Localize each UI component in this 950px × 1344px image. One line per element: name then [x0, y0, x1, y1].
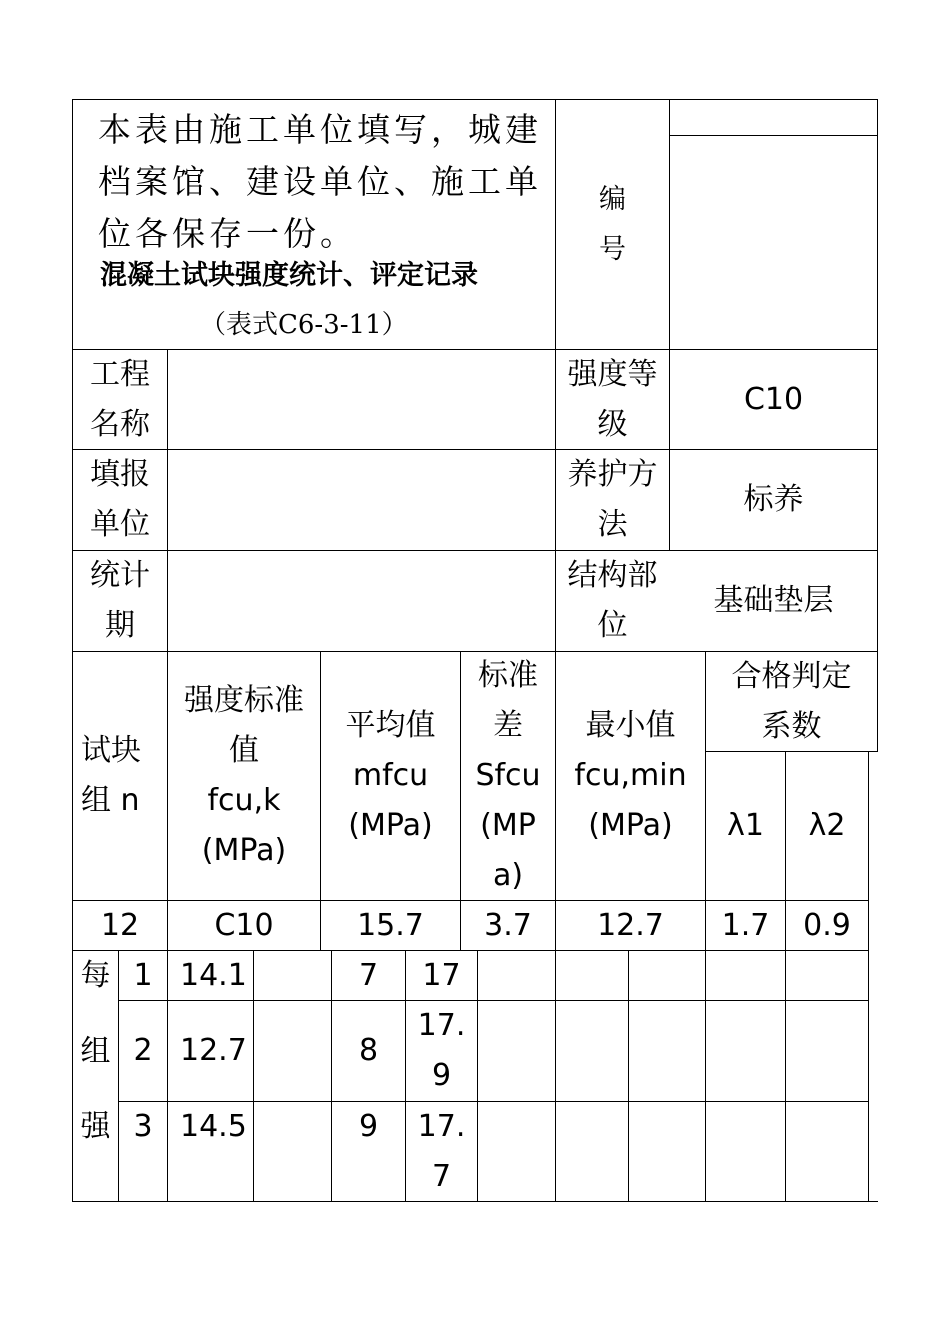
- group-7-index: 7: [358, 957, 379, 993]
- lambda1-value[interactable]: 1.7: [721, 907, 770, 943]
- reporting-unit-value[interactable]: [168, 450, 555, 550]
- table-right-border-bottom: [868, 751, 869, 1202]
- number-value[interactable]: [670, 136, 877, 349]
- header-note: 本表由施工单位填写，城建档案馆、建设单位、施工单位各保存一份。: [98, 110, 542, 253]
- period-label: 统计 期: [90, 558, 150, 643]
- period-value[interactable]: [168, 551, 555, 651]
- strength-grade-value[interactable]: C10: [743, 381, 804, 417]
- group-3-value[interactable]: 14.5: [180, 1109, 247, 1144]
- table-right-border-top: [877, 99, 878, 751]
- lambda1-header: λ1: [727, 808, 764, 843]
- group-side-label-3: 强: [80, 1109, 111, 1144]
- reporting-unit-label: 填报 单位: [90, 457, 150, 542]
- sfcu-value[interactable]: 3.7: [484, 907, 532, 943]
- fcumin-value[interactable]: 12.7: [597, 907, 664, 943]
- group-2-value[interactable]: 12.7: [180, 1033, 247, 1068]
- fcuk-value[interactable]: C10: [214, 907, 274, 943]
- project-name-value[interactable]: [168, 350, 555, 449]
- project-name-label: 工程 名称: [90, 356, 150, 442]
- strength-grade-label: 强度等 级: [567, 356, 658, 442]
- group-9-value[interactable]: 17. 7: [417, 1108, 466, 1194]
- lambda2-header: λ2: [808, 808, 846, 843]
- group-3-index: 3: [133, 1109, 153, 1144]
- group-8-value[interactable]: 17. 9: [417, 1008, 466, 1093]
- group-7-value[interactable]: 17: [422, 957, 461, 993]
- form-code: （表式C6-3-11）: [200, 310, 408, 340]
- group-1-value[interactable]: 14.1: [180, 957, 247, 993]
- fcumin-header: 最小值 fcu,min (MPa): [574, 708, 687, 843]
- group-9-index: 9: [358, 1109, 379, 1144]
- group-side-label-1: 每: [80, 958, 111, 993]
- group-1-index: 1: [133, 957, 153, 993]
- structure-part-value[interactable]: 基础垫层: [713, 583, 834, 618]
- form-title: 混凝土试块强度统计、评定记录: [100, 260, 478, 291]
- curing-method-value[interactable]: 标养: [743, 482, 804, 517]
- fcuk-header: 强度标准 值 fcu,k (MPa): [184, 683, 304, 868]
- n-header: 试块 组 n: [81, 733, 141, 818]
- group-col-line-5: [477, 950, 478, 1201]
- lambda2-value[interactable]: 0.9: [803, 907, 851, 943]
- number-label: 编 号: [599, 183, 626, 265]
- mfcu-header: 平均值 mfcu (MPa): [345, 708, 436, 843]
- table-bottom-border: [72, 1201, 878, 1202]
- curing-method-label: 养护方 法: [567, 457, 658, 542]
- sfcu-header: 标准 差 Sfcu (MP a): [475, 658, 541, 893]
- structure-part-label: 结构部 位: [567, 558, 658, 643]
- coef-header: 合格判定 系数: [731, 658, 852, 744]
- group-col-line-2: [253, 950, 254, 1201]
- group-2-index: 2: [133, 1033, 153, 1068]
- table-top-border: [72, 99, 878, 100]
- mfcu-value[interactable]: 15.7: [357, 907, 424, 943]
- group-col-line-6: [628, 950, 629, 1201]
- group-side-label-2: 组: [80, 1034, 111, 1069]
- group-8-index: 8: [358, 1033, 379, 1068]
- n-value[interactable]: 12: [100, 907, 140, 943]
